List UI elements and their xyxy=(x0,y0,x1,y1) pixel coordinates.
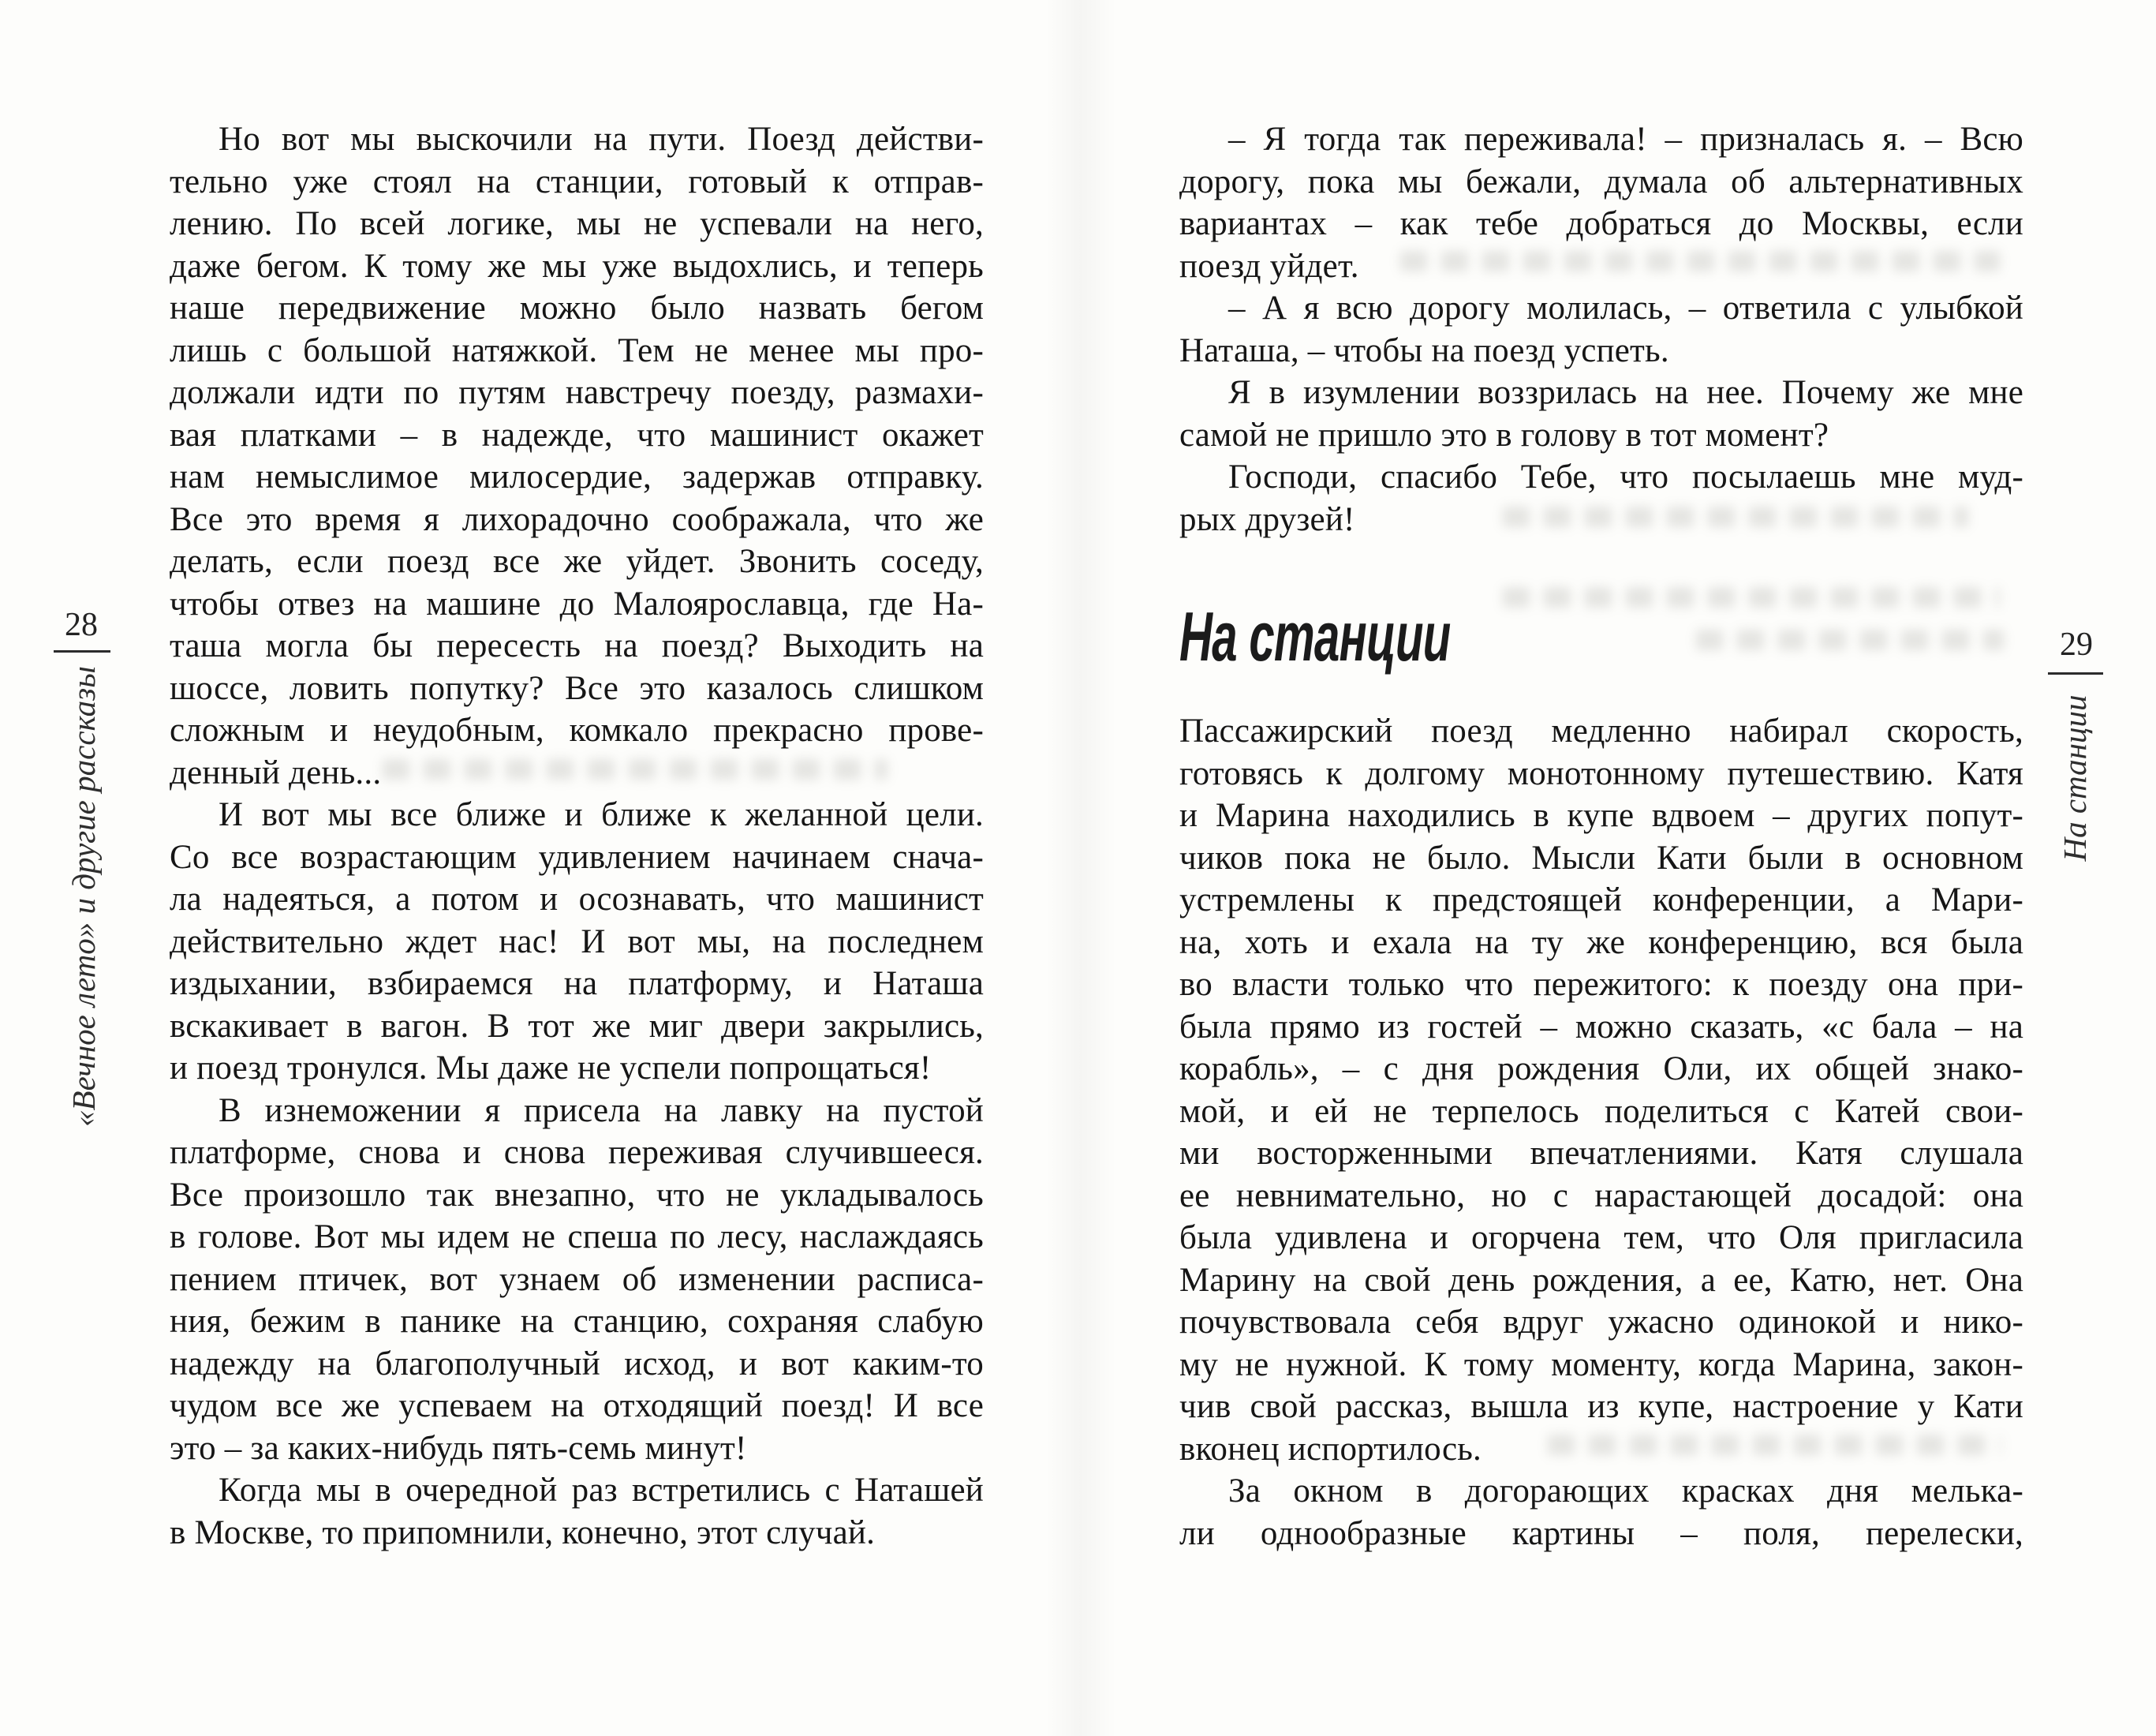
text-line: самой не пришло это в голову в тот момент? xyxy=(1179,416,1829,454)
text-line: дорогу, пока мы бежали, думала об альтернативных xyxy=(1179,163,2023,200)
text-line: почувствовала себя вдруг ужасно одинокой и нико- xyxy=(1179,1304,2023,1341)
text-line: платформе, снова и снова переживая случившееся. xyxy=(170,1134,984,1171)
text-line: шоссе, ловить попутку? Все это казалось слишком xyxy=(170,669,984,707)
text-line: вскакивает в вагон. В тот же миг двери закрылись, xyxy=(170,1007,984,1045)
text-line: рых друзей! xyxy=(1179,500,1355,538)
left-page-text-block xyxy=(170,118,984,1554)
text-line: В изнеможении я присела на лавку на пустой xyxy=(219,1091,984,1129)
text-line: Я в изумлении воззрилась на нее. Почему же мне xyxy=(1228,374,2023,411)
text-line: даже бегом. К тому же мы уже выдохлись, и теперь xyxy=(170,247,984,285)
text-line: была удивлена и огорчена тем, что Оля пригласила xyxy=(1179,1219,2023,1256)
text-line: денный день... xyxy=(170,754,382,791)
section-heading: На станции xyxy=(1179,597,1451,675)
text-line: ния, бежим в панике на станцию, сохраняя слабую xyxy=(170,1303,984,1340)
text-line: в Москве, то припомнили, конечно, этот случай. xyxy=(170,1513,876,1551)
text-line: ла надеяться, а потом и осознавать, что машинист xyxy=(170,881,984,918)
text-line: нам немыслимое милосердие, задержав отправку. xyxy=(170,458,984,496)
page-number-right: 29 xyxy=(2060,627,2093,663)
text-line: наше передвижение можно было назвать бегом xyxy=(170,290,984,327)
text-line: чиков пока не было. Мысли Кати были в основном xyxy=(1179,839,2023,877)
running-title-right: На станции xyxy=(2057,694,2093,862)
dialogue-block xyxy=(1179,118,2023,541)
text-line: во власти только что пережитого: к поезду она при- xyxy=(1179,966,2023,1003)
right-page-text-block xyxy=(1179,118,2023,1555)
text-line: действительно ждет нас! И вот мы, на последнем xyxy=(170,922,984,960)
text-line: делать, если поезд все же уйдет. Звонить соседу, xyxy=(170,543,984,580)
text-line: вая платками – в надежде, что машинист окажет xyxy=(170,416,984,454)
text-line: ее невнимательно, но с нарастающей досадой: она xyxy=(1179,1177,2023,1214)
text-line: му не нужной. К тому моменту, когда Марина, закон- xyxy=(1179,1345,2023,1383)
text-line: Марину на свой день рождения, а ее, Катю, нет. Она xyxy=(1179,1261,2023,1299)
text-line: мой, и ей не терпелось поделиться с Катей свои- xyxy=(1179,1092,2023,1130)
text-line: Но вот мы выскочили на пути. Поезд действи- xyxy=(219,121,984,158)
text-line: таша могла бы пересесть на поезд? Выходить на xyxy=(170,627,984,664)
text-line: Наташа, – чтобы на поезд успеть. xyxy=(1179,331,1669,369)
page-gutter-shadow xyxy=(1045,0,1116,1736)
text-line: в голове. Вот мы идем не спеша по лесу, наслаждаясь xyxy=(170,1218,984,1255)
text-line: чудом все же успеваем на отходящий поезд! И все xyxy=(170,1387,984,1424)
text-line: чив свой рассказ, вышла из купе, настроение у Кати xyxy=(1179,1388,2023,1425)
text-line: – А я всю дорогу молилась, – ответила с улыбкой xyxy=(1228,290,2023,327)
text-line: Когда мы в очередной раз встретились с Наташей xyxy=(219,1472,984,1509)
text-line: Все это время я лихорадочно соображала, что же xyxy=(170,500,984,538)
running-title-left: «Вечное лето» и другие рассказы xyxy=(65,666,102,1127)
story-block xyxy=(1179,710,2023,1555)
text-line: Пассажирский поезд медленно набирал скорость, xyxy=(1179,713,2023,750)
text-line: За окном в догорающих красках дня мелька- xyxy=(1228,1472,2023,1510)
text-line: лению. По всей логике, мы не успевали на него, xyxy=(170,205,984,242)
text-line: это – за каких-нибудь пять-семь минут! xyxy=(170,1429,747,1467)
text-line: вконец испортилось. xyxy=(1179,1430,1482,1468)
text-line: поезд уйдет. xyxy=(1179,247,1359,285)
text-line: Господи, спасибо Тебе, что посылаешь мне муд- xyxy=(1228,458,2023,496)
text-line: лишь с большой натяжкой. Тем не менее мы про- xyxy=(170,331,984,369)
text-line: должали идти по путям навстречу поезду, размахи- xyxy=(170,374,984,411)
page-number-rule-right xyxy=(2048,672,2103,675)
text-line: была прямо из гостей – можно сказать, «с бала – на xyxy=(1179,1008,2023,1046)
page-number-left: 28 xyxy=(65,607,98,643)
text-line: издыхании, взбираемся на платформу, и Наташа xyxy=(170,965,984,1002)
text-line: пением птичек, вот узнаем об изменении расписа- xyxy=(170,1260,984,1298)
text-line: ли однообразные картины – поля, перелески, xyxy=(1179,1514,2023,1552)
text-line: тельно уже стоял на станции, готовый к отправ- xyxy=(170,163,984,200)
text-line: и поезд тронулся. Мы даже не успели попрощаться! xyxy=(170,1049,932,1087)
text-line: Со все возрастающим удивлением начинаем снача- xyxy=(170,838,984,876)
text-line: чтобы отвез на машине до Малоярославца, где На- xyxy=(170,585,984,623)
text-line: – Я тогда так переживала! – призналась я. – Всю xyxy=(1228,121,2023,158)
text-line: надежду на благополучный исход, и вот каким-то xyxy=(170,1345,984,1382)
text-line: Все произошло так внезапно, что не укладывалось xyxy=(170,1176,984,1214)
text-line: вариантах – как тебе добраться до Москвы, если xyxy=(1179,205,2023,242)
text-line: готовясь к долгому монотонному путешествию. Катя xyxy=(1179,754,2023,792)
text-line: на, хоть и ехала на ту же конференцию, вся была xyxy=(1179,923,2023,961)
text-line: ми восторженными впечатлениями. Катя слушала xyxy=(1179,1135,2023,1172)
text-line: корабль», – с дня рождения Оли, их общей знако- xyxy=(1179,1050,2023,1087)
text-line: сложным и неудобным, комкало прекрасно прове- xyxy=(170,712,984,749)
text-line: и Марина находились в купе вдвоем – других попут- xyxy=(1179,797,2023,834)
text-line: И вот мы все ближе и ближе к желанной цели. xyxy=(219,796,984,833)
text-line: устремлены к предстоящей конференции, а Мари- xyxy=(1179,881,2023,919)
